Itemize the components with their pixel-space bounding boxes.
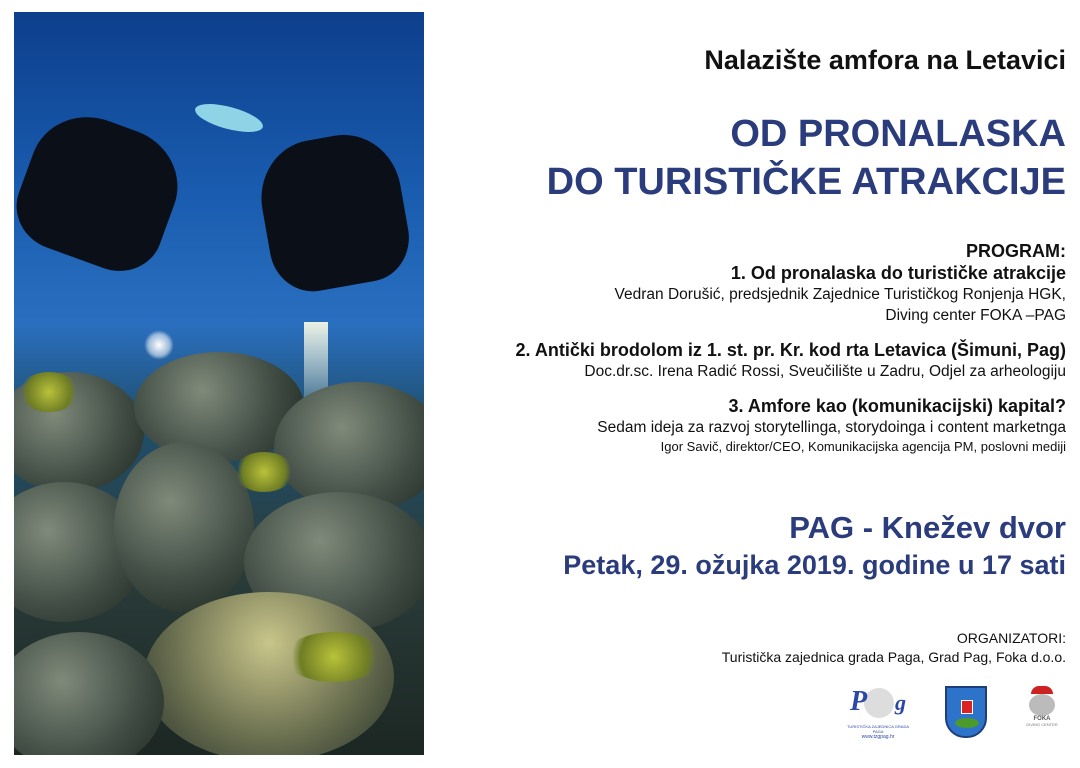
program-heading: PROGRAM: (966, 241, 1066, 261)
underwater-divers-photo (14, 12, 424, 755)
event-date: Petak, 29. ožujka 2019. godine u 17 sati (563, 550, 1066, 580)
tz-logo-url: www.tzgpag.hr (861, 734, 895, 740)
subtitle (704, 45, 1066, 76)
program-item-line: Vedran Dorušić, predsjednik Zajednice Turističkog Ronjenja HGK, (614, 286, 1066, 303)
program-item-line: Doc.dr.sc. Irena Radić Rossi, Sveučilište u Zadru, Odjel za arheologiju (584, 363, 1066, 380)
title-line-1: OD PRONALASKA (730, 113, 1066, 155)
main-title (547, 110, 1066, 206)
foka-diving-logo (1020, 686, 1064, 736)
program-item-line: Igor Savič, direktor/CEO, Komunikacijska agencija PM, poslovni mediji (660, 439, 1066, 454)
fin (192, 98, 265, 137)
diver-right (252, 126, 416, 298)
tz-pag-logo: P g TURISTIČKA ZAJEDNICA GRADA PAGA www.tzgpag.hr (846, 686, 909, 740)
program-item-title: 3. Amfore kao (komunikacijski) kapital? (728, 396, 1066, 416)
organizers (722, 630, 1066, 665)
program-item-line: Sedam ideja za razvoj storytellinga, storydoinga i content marketnga (597, 419, 1066, 436)
organizers-names: Turistička zajednica grada Paga, Grad Pag, Foka d.o.o. (721, 649, 1066, 665)
program-item-line: Diving center FOKA –PAG (885, 307, 1066, 324)
foka-logo-text: FOKA (1033, 716, 1051, 722)
grad-pag-coat-of-arms (945, 686, 987, 738)
subtitle-text: Nalazište amfora na Letavici (704, 45, 1066, 75)
program-item-title: 1. Od pronalaska do turističke atrakcije (730, 263, 1066, 283)
venue: PAG - Knežev dvor (789, 510, 1066, 545)
torch-light (144, 330, 174, 360)
program-item-title: 2. Antički brodolom iz 1. st. pr. Kr. kod rta Letavica (Šimuni, Pag) (515, 340, 1066, 360)
diver-left (14, 101, 193, 284)
foka-logo-sub: DIVING CENTER (1026, 722, 1058, 727)
title-line-2: DO TURISTIČKE ATRAKCIJE (546, 161, 1066, 203)
program (516, 240, 1066, 456)
organizers-heading: ORGANIZATORI: (956, 630, 1066, 646)
tz-logo-text: TURISTIČKA ZAJEDNICA GRADA PAGA (846, 724, 909, 734)
